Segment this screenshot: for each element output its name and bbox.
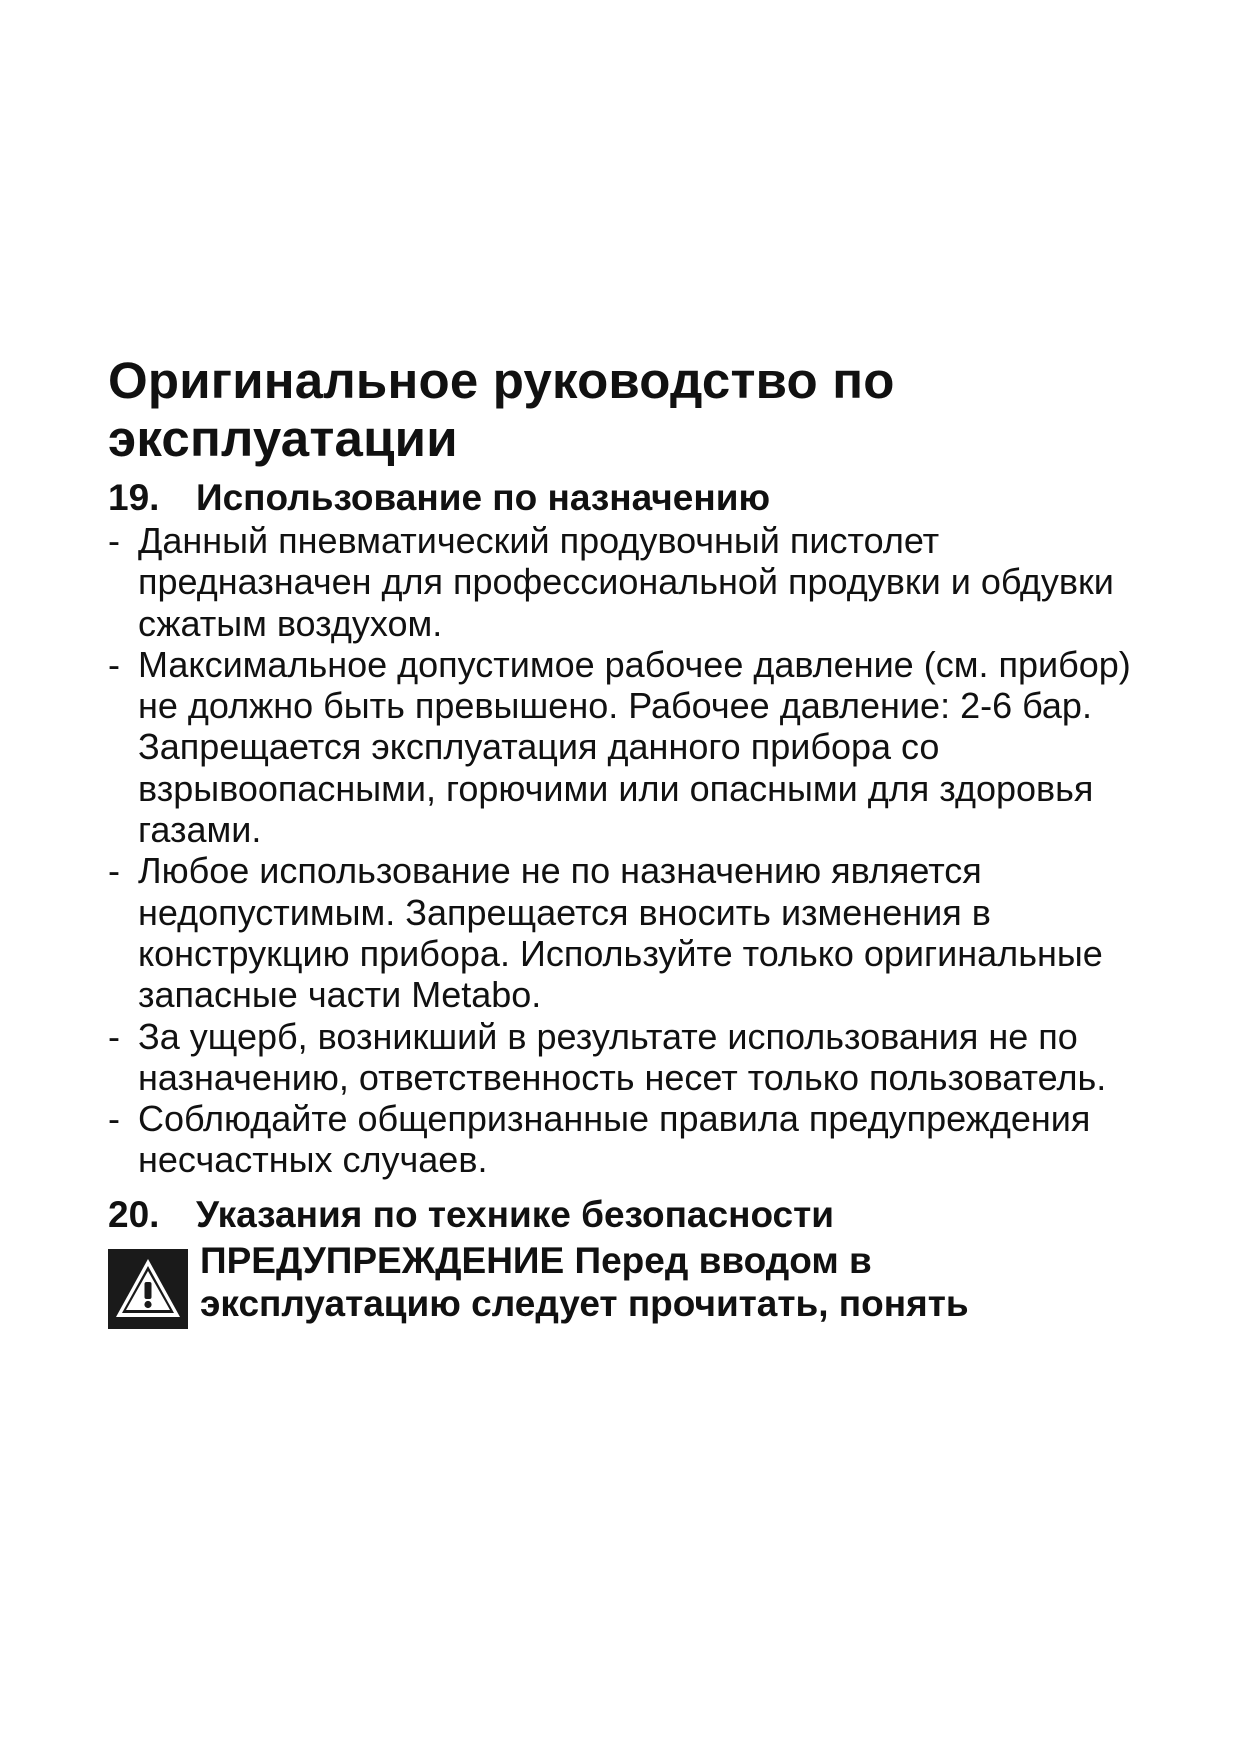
list-item-text: За ущерб, возникший в результате использования не по назначению, ответственность несет только пользователь. — [138, 1015, 1107, 1098]
list-item-text: Соблюдайте общепризнанные правила предупреждения несчастных случаев. — [138, 1098, 1091, 1181]
bullet-marker: - — [108, 1098, 120, 1140]
warning-triangle-icon — [108, 1249, 188, 1329]
section-number: 20. — [108, 1193, 160, 1235]
document-title: Оригинальное руководство по эксплуатации — [108, 352, 895, 467]
intended-use-list — [108, 520, 1138, 1181]
warning-text: ПРЕДУПРЕЖДЕНИЕ Перед вводом в эксплуатацию следует прочитать, понять — [200, 1239, 969, 1324]
section-number: 19. — [108, 477, 160, 518]
bullet-marker: - — [108, 850, 120, 892]
list-item — [108, 644, 1138, 850]
bullet-marker: - — [108, 520, 120, 561]
section-title: Указания по технике безопасности — [196, 1193, 834, 1235]
list-item-text: Любое использование не по назначению является недопустимым. Запрещается вносить изменения в конструкцию прибора. Используйте только оригинальные запасные части Metabo. — [138, 850, 1103, 1016]
list-item — [108, 520, 1138, 644]
bullet-marker: - — [108, 1015, 120, 1057]
section-title: Использование по назначению — [196, 477, 771, 518]
list-item — [108, 850, 1138, 1015]
list-item-text: Максимальное допустимое рабочее давление (см. прибор) не должно быть превышено. Рабочее давление: 2-6 бар. Запрещается эксплуатация данного прибора со взрывоопасными, горючими или опасными для здоровья газами. — [138, 643, 1131, 851]
list-item-text: Данный пневматический продувочный пистолет предназначен для профессиональной продувки и обдувки сжатым воздухом. — [138, 520, 1114, 644]
list-item — [108, 1098, 1138, 1181]
safety-warning — [108, 1239, 1138, 1329]
section-20-heading — [108, 1193, 1138, 1237]
bullet-marker: - — [108, 643, 120, 685]
section-19-heading — [108, 476, 1138, 520]
list-item — [108, 1016, 1138, 1099]
manual-page — [108, 352, 1138, 1329]
